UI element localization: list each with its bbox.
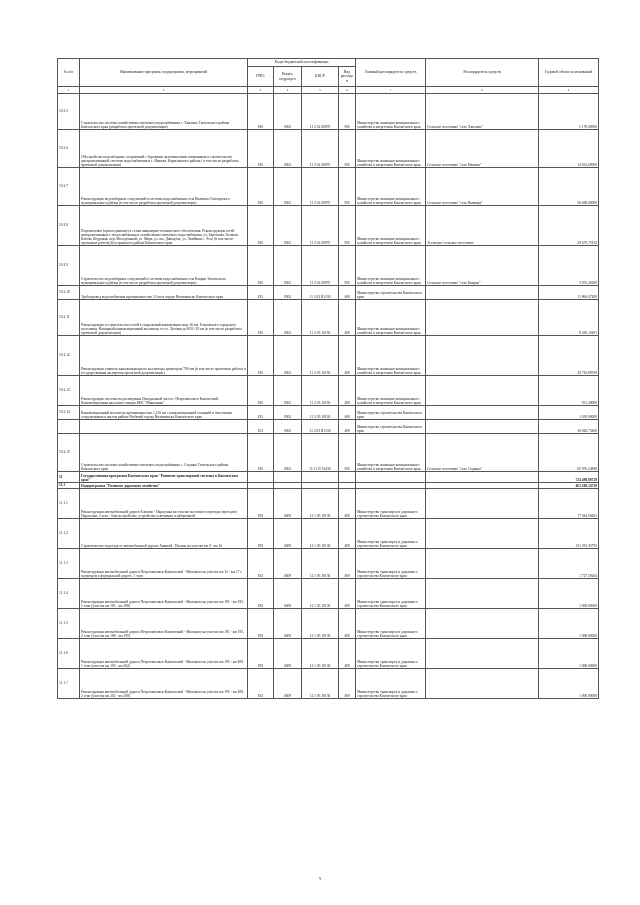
row-number: 10.2.10 xyxy=(58,286,80,300)
document-page xyxy=(57,58,598,699)
row-number: 11.1.2 xyxy=(58,519,80,549)
row-vr: 400 xyxy=(339,376,356,406)
row-grbs: 810 xyxy=(248,376,274,406)
table-row xyxy=(58,286,599,300)
row-name: Реконструкция автомобильной дороги Петропавловск-Камчатский - Мильково на участке км 195 - км 208, 2 этап (участок км 202 - км 208) xyxy=(80,669,248,699)
row-main-manager: Министерство строительства Камчатского края xyxy=(356,286,426,300)
row-rzpr xyxy=(274,472,302,483)
row-number: 10.2.7 xyxy=(58,168,80,206)
row-csr: 12 1 03 10130 xyxy=(302,579,339,609)
row-grbs: 810 xyxy=(248,94,274,130)
row-csr: 11 2 G5 52430 xyxy=(302,434,339,472)
row-vr: 500 xyxy=(339,246,356,286)
row-volume: 8 283,10491 xyxy=(539,300,599,336)
row-volume: 5 178,00000 xyxy=(539,94,599,130)
row-main-manager: Министерство жилищно-коммунального хозяйства и энергетики Камчатского края xyxy=(356,300,426,336)
row-number: 11.1.4 xyxy=(58,579,80,609)
row-name: Строительство подъезда от автомобильной дороги Анавгай - Палана на участке км 0 - км 16 xyxy=(80,519,248,549)
row-manager: Сельское поселение "село Хаилино" xyxy=(426,94,539,130)
header-volume: Годовой объем ассигнований xyxy=(539,59,599,87)
row-csr: 11 2 03 10130 xyxy=(302,336,339,376)
row-rzpr: 0502 xyxy=(274,168,302,206)
row-vr: 400 xyxy=(339,579,356,609)
row-number: 10.2.8 xyxy=(58,206,80,246)
row-volume: 3 591,36200 xyxy=(539,246,599,286)
row-vr: 400 xyxy=(339,336,356,376)
row-volume: 11 966,07400 xyxy=(539,286,599,300)
row-csr: 12 1 03 10130 xyxy=(302,519,339,549)
row-number: 10.2.15 xyxy=(58,434,80,472)
row-main-manager: Министерство транспорта и дорожного строительства Камчатского края xyxy=(356,489,426,519)
column-number-row xyxy=(58,87,599,94)
header-manager: Распорядитель средств xyxy=(426,59,539,87)
row-number: 10.2.9 xyxy=(58,246,80,286)
column-number: 2 xyxy=(80,87,248,94)
row-csr: 11 2 03 10130 xyxy=(302,376,339,406)
row-rzpr: 0502 xyxy=(274,420,302,434)
row-csr: 11 2 03 10130 xyxy=(302,406,339,420)
row-manager xyxy=(426,579,539,609)
row-grbs xyxy=(248,472,274,483)
row-grbs: 833 xyxy=(248,549,274,579)
row-main-manager: Министерство транспорта и дорожного строительства Камчатского края xyxy=(356,519,426,549)
row-vr: 400 xyxy=(339,549,356,579)
row-grbs: 812 xyxy=(248,406,274,420)
row-vr: 400 xyxy=(339,286,356,300)
row-vr: 500 xyxy=(339,206,356,246)
row-rzpr: 0409 xyxy=(274,489,302,519)
row-number: 10.2.5 xyxy=(58,94,80,130)
row-volume: 1 000,00000 xyxy=(539,669,599,699)
row-main-manager: Министерство жилищно-коммунального хозяйства и энергетики Камчатского края xyxy=(356,168,426,206)
row-vr: 500 xyxy=(339,130,356,168)
row-vr xyxy=(339,472,356,483)
row-manager xyxy=(426,609,539,639)
header-grbs: ГРБС xyxy=(248,67,274,87)
row-grbs: 810 xyxy=(248,206,274,246)
row-rzpr: 0502 xyxy=(274,406,302,420)
row-main-manager: Министерство транспорта и дорожного строительства Камчатского края xyxy=(356,639,426,669)
row-grbs: 810 xyxy=(248,434,274,472)
row-grbs: 833 xyxy=(248,639,274,669)
row-grbs: 810 xyxy=(248,130,274,168)
page-number: 9 xyxy=(319,876,321,881)
table-row xyxy=(58,549,599,579)
row-name: Подключение (присоединение) к сетям инженерно-технического обеспечения. Реконструкция сетей централизованного теплоснабжения и хозяйственно-питьевого водоснабжения, ул. Березовая, Зеленая, Ключи, Кедровая, пер. Молодежный, ул. Мира, ул. им. Давыдова, ул. Лазейная с. Эссо (в том числе проектные работы) Быстринского района Камчатского края xyxy=(80,206,248,246)
table-row xyxy=(58,579,599,609)
row-vr: 400 xyxy=(339,489,356,519)
row-manager xyxy=(426,669,539,699)
table-row xyxy=(58,472,599,483)
row-volume: 65 976,24848 xyxy=(539,434,599,472)
row-volume: 20 716,89359 xyxy=(539,336,599,376)
row-vr: 400 xyxy=(339,420,356,434)
row-main-manager: Министерство жилищно-коммунального хозяйства и энергетики Камчатского края xyxy=(356,94,426,130)
row-name: Канализационный коллектор протяженностью 1,218 км с канализационной станцией и очистными сооружениями в жилом районе Рыбачий города Вилючинска Камчатского края xyxy=(80,406,248,420)
table-row xyxy=(58,206,599,246)
row-name xyxy=(80,420,248,434)
row-vr: 500 xyxy=(339,94,356,130)
row-name: Строительство водозаборных сооружений и системы водоснабжения села Ковран Тигильского муниципального района (в том числе разработка проектной документации) xyxy=(80,246,248,286)
row-name: Реконструкция автомобильной дороги Петропавловск-Камчатский - Мильково на участке км 12 - км 17 с подъездом к федеральной дороге, 1 этап xyxy=(80,549,248,579)
row-csr: 12 1 03 10130 xyxy=(302,639,339,669)
table-body xyxy=(58,94,599,699)
row-name: Реконструкция автомобильной дороги Петропавловск-Камчатский - Мильково на участке км 181 - км 195, 2 этап (участок км 188 - км 195) xyxy=(80,609,248,639)
row-manager: Сельское поселение "село Ивашка" xyxy=(426,130,539,168)
row-csr: 11 2 02 40070 xyxy=(302,246,339,286)
row-vr: 400 xyxy=(339,519,356,549)
table-row xyxy=(58,376,599,406)
row-rzpr: 0502 xyxy=(274,246,302,286)
row-name: Реконструкция автомобильной дороги Петропавловск-Камчатский - Мильково на участке км 195 - км 208, 1 этап (участок км 195 - км 202) xyxy=(80,639,248,669)
header-name: Наименование программ, подпрограмм, мероприятий xyxy=(80,59,248,87)
table-row xyxy=(58,94,599,130)
row-volume: 1 000,00000 xyxy=(539,639,599,669)
row-number: 10.2.11 xyxy=(58,300,80,336)
row-name: Обустройство водозаборных сооружений с буровыми артезианскими скважинами и строительство централизованной системы водоснабжения в с. Ивашка, Карагинского района ( в том числе разработка проектной документации) xyxy=(80,130,248,168)
table-row xyxy=(58,336,599,376)
row-manager xyxy=(426,336,539,376)
row-name: Строительство системы хозяйственно-питьевого водоснабжения с. Седанка Тигильского района Камчатского края xyxy=(80,434,248,472)
row-main-manager: Министерство жилищно-коммунального хозяйства и энергетики Камчатского края xyxy=(356,246,426,286)
row-number: 11.1.3 xyxy=(58,549,80,579)
row-csr: 11 2 02 40070 xyxy=(302,130,339,168)
budget-table xyxy=(57,58,599,699)
header-codes-group: Коды бюджетной классификации xyxy=(248,59,356,67)
column-number: 3 xyxy=(248,87,274,94)
row-manager xyxy=(426,406,539,420)
row-volume: 16 020,73400 xyxy=(539,420,599,434)
table-row xyxy=(58,609,599,639)
row-grbs: 833 xyxy=(248,489,274,519)
row-main-manager: Министерство транспорта и дорожного строительства Камчатского края xyxy=(356,549,426,579)
row-number: 10.2.13 xyxy=(58,376,80,406)
row-vr: 500 xyxy=(339,168,356,206)
table-row xyxy=(58,246,599,286)
row-csr: 11 2 02 R1130 xyxy=(302,286,339,300)
row-rzpr: 0409 xyxy=(274,669,302,699)
header-rzpr: Раздел, подраздел xyxy=(274,67,302,87)
table-row xyxy=(58,519,599,549)
header-num: № п/п xyxy=(58,59,80,87)
row-manager xyxy=(426,376,539,406)
row-manager xyxy=(426,489,539,519)
row-csr: 11 2 03 10130 xyxy=(302,300,339,336)
row-number: 11.1.7 xyxy=(58,669,80,699)
row-csr: 12 1 03 10130 xyxy=(302,489,339,519)
column-number: 7 xyxy=(356,87,426,94)
row-name: Реконструкция автомобильной дороги Петропавловск-Камчатский - Мильково на участке км 181 - км 195, 1 этап (участок км 181 - км 188) xyxy=(80,579,248,609)
table-row xyxy=(58,300,599,336)
table-row xyxy=(58,669,599,699)
row-number: 11.1.5 xyxy=(58,609,80,639)
row-name: Трубопровод водоснабжения протяженностью 12 км в городе Вилючинске Камчатского края xyxy=(80,286,248,300)
row-manager: Сельское поселение "село Вывенка" xyxy=(426,168,539,206)
row-rzpr: 0409 xyxy=(274,549,302,579)
row-number: 11.1 xyxy=(58,483,80,489)
row-manager: Сельское поселение "село Ковран" xyxy=(426,246,539,286)
row-name: Строительство системы хозяйственно-питьевого водоснабжения с. Хаилино Тигильского района Камчатского края (разработка проектной документации) xyxy=(80,94,248,130)
row-grbs: 833 xyxy=(248,579,274,609)
row-volume: 1 000,00000 xyxy=(539,579,599,609)
row-manager xyxy=(426,472,539,483)
column-number: 1 xyxy=(58,87,80,94)
column-number: 5 xyxy=(302,87,339,94)
row-rzpr: 0502 xyxy=(274,434,302,472)
row-csr: 11 2 02 40070 xyxy=(302,94,339,130)
row-volume: 14 632,00000 xyxy=(539,130,599,168)
row-rzpr: 0502 xyxy=(274,206,302,246)
row-grbs: 810 xyxy=(248,246,274,286)
table-row xyxy=(58,639,599,669)
row-main-manager: Министерство жилищно-коммунального хозяйства и энергетики Камчатского края xyxy=(356,206,426,246)
row-number: 10.2.6 xyxy=(58,130,80,168)
row-grbs: 833 xyxy=(248,609,274,639)
table-row xyxy=(58,130,599,168)
row-manager xyxy=(426,300,539,336)
row-grbs: 810 xyxy=(248,168,274,206)
row-vr: 400 xyxy=(339,406,356,420)
row-main-manager: Министерство транспорта и дорожного строительства Камчатского края xyxy=(356,669,426,699)
row-vr: 400 xyxy=(339,639,356,669)
row-vr: 400 xyxy=(339,300,356,336)
row-grbs: 812 xyxy=(248,286,274,300)
column-number: 4 xyxy=(274,87,302,94)
row-main-manager: Министерство жилищно-коммунального хозяйства и энергетики Камчатского края xyxy=(356,130,426,168)
row-volume: 56 668,00000 xyxy=(539,168,599,206)
table-row xyxy=(58,168,599,206)
column-number: 8 xyxy=(426,87,539,94)
row-manager: Эссовское сельское поселение xyxy=(426,206,539,246)
row-main-manager: Министерство строительства Камчатского края xyxy=(356,406,426,420)
row-manager xyxy=(426,420,539,434)
row-volume: 463 208,14729 xyxy=(539,483,599,489)
row-name: Реконструкция автомобильной дороги Елизово - Паратунка на участке мостового перехода через реку Паратунка, 2 этап - благоустройство, устройство освещения и набережной xyxy=(80,489,248,519)
header-csr: КЦСР xyxy=(302,67,339,87)
row-volume: 724 498,89729 xyxy=(539,472,599,483)
row-name: Реконструкция системы водоотведения Центральной части г. Петропавловск-Камчатский. Канализационная насосная станция КНС "Мишенная" xyxy=(80,376,248,406)
row-vr: 400 xyxy=(339,669,356,699)
column-number: 9 xyxy=(539,87,599,94)
row-volume: 29 679,75152 xyxy=(539,206,599,246)
row-manager xyxy=(426,549,539,579)
row-name: Реконструкция и строительство сетей в сооружений канализации мкр. 26 км. Елизовского городского поселения. Напорный канализационный коллектор от ул. Луговая до КОС-29 км (в том числе разработка проектной документации) xyxy=(80,300,248,336)
row-csr: 12 1 03 10130 xyxy=(302,549,339,579)
row-grbs: 833 xyxy=(248,669,274,699)
row-grbs: 810 xyxy=(248,300,274,336)
row-csr: 12 1 03 10130 xyxy=(302,609,339,639)
table-row xyxy=(58,434,599,472)
row-volume: 17 944,56661 xyxy=(539,489,599,519)
row-volume: 1 450,00000 xyxy=(539,406,599,420)
row-csr: 11 2 02 40070 xyxy=(302,206,339,246)
row-rzpr: 0409 xyxy=(274,519,302,549)
row-number: 10.2.12 xyxy=(58,336,80,376)
row-rzpr: 0502 xyxy=(274,130,302,168)
row-rzpr: 0502 xyxy=(274,286,302,300)
header-vr: Вид расходов xyxy=(339,67,356,87)
row-rzpr: 0502 xyxy=(274,336,302,376)
table-row xyxy=(58,420,599,434)
row-rzpr: 0502 xyxy=(274,376,302,406)
row-manager xyxy=(426,519,539,549)
row-csr: 12 1 03 10130 xyxy=(302,669,339,699)
row-rzpr: 0409 xyxy=(274,579,302,609)
row-vr: 400 xyxy=(339,609,356,639)
row-rzpr: 0502 xyxy=(274,300,302,336)
row-main-manager: Министерство строительства Камчатского края xyxy=(356,420,426,434)
row-name: Подпрограмма "Развитие дорожного хозяйства" xyxy=(80,483,248,489)
row-main-manager: Министерство жилищно-коммунального хозяйства и энергетики Камчатского края xyxy=(356,376,426,406)
row-volume: 1 000,00000 xyxy=(539,609,599,639)
row-csr: 11 2 02 40070 xyxy=(302,168,339,206)
row-name: Реконструкция главного канализационного коллектора диаметром 700 мм (в том числе проектные работы и государственная экспертиза проектной документации) xyxy=(80,336,248,376)
row-grbs: 810 xyxy=(248,336,274,376)
table-row xyxy=(58,489,599,519)
row-csr xyxy=(302,472,339,483)
row-rzpr: 0409 xyxy=(274,609,302,639)
row-number: 11.1.6 xyxy=(58,639,80,669)
row-vr: 500 xyxy=(339,434,356,472)
row-grbs: 812 xyxy=(248,420,274,434)
row-name: Государственная программа Камчатского края "Развитие транспортной системы в Камчатском крае" xyxy=(80,472,248,483)
row-main-manager: Министерство транспорта и дорожного строительства Камчатского края xyxy=(356,579,426,609)
table-row xyxy=(58,406,599,420)
row-rzpr: 0502 xyxy=(274,94,302,130)
row-rzpr: 0409 xyxy=(274,639,302,669)
row-volume: 1 727,59264 xyxy=(539,549,599,579)
row-manager: Сельское поселение "село Седанка" xyxy=(426,434,539,472)
row-volume: 131 291,35793 xyxy=(539,519,599,549)
row-number: 11 xyxy=(58,472,80,483)
row-main-manager xyxy=(356,472,426,483)
row-main-manager: Министерство транспорта и дорожного строительства Камчатского края xyxy=(356,609,426,639)
row-manager xyxy=(426,286,539,300)
row-number: 11.1.1 xyxy=(58,489,80,519)
row-number xyxy=(58,420,80,434)
row-csr: 11 2 03 R1130 xyxy=(302,420,339,434)
row-name: Реконструкция водозаборных сооружений и системы водоснабжения села Вывенка Олюторского муниципального района (в том числе разработка проектной документации) xyxy=(80,168,248,206)
row-volume: 931,38000 xyxy=(539,376,599,406)
row-manager xyxy=(426,639,539,669)
row-grbs: 833 xyxy=(248,519,274,549)
row-number: 10.2.14 xyxy=(58,406,80,420)
column-number: 6 xyxy=(339,87,356,94)
header-main-manager: Главный распорядитель средств xyxy=(356,59,426,87)
row-main-manager: Министерство жилищно-коммунального хозяйства и энергетики Камчатского края xyxy=(356,434,426,472)
row-main-manager: Министерство жилищно-коммунального хозяйства и энергетики Камчатского края xyxy=(356,336,426,376)
